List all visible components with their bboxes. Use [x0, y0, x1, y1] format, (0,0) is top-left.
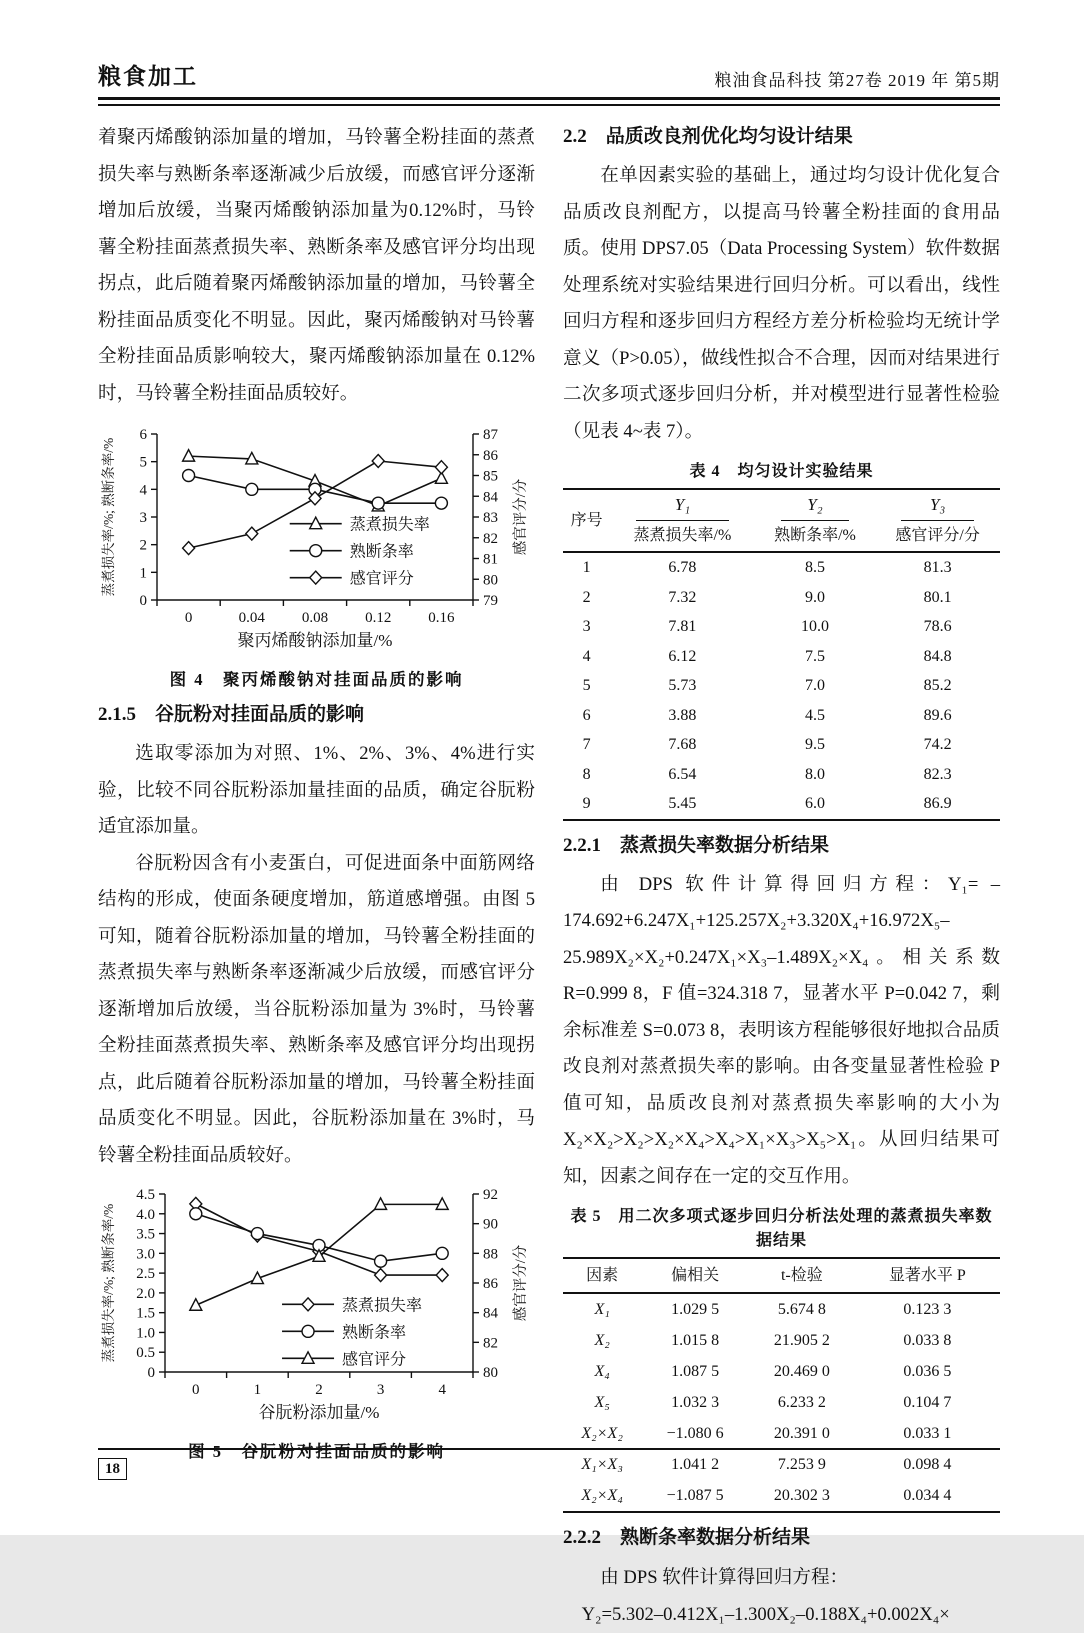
svg-text:4.0: 4.0	[135, 1206, 155, 1223]
table-cell: 0.098 4	[903, 1456, 952, 1473]
svg-text:86: 86	[482, 447, 498, 464]
table-cell: 0.033 1	[903, 1425, 952, 1442]
table-row	[563, 612, 1000, 642]
svg-text:蒸煮损失率/%; 熟断条率/%: 蒸煮损失率/%; 熟断条率/%	[100, 1203, 116, 1363]
table-cell: 4	[582, 647, 591, 665]
svg-text:80: 80	[482, 572, 498, 589]
figure-5	[98, 1184, 535, 1462]
table-cell: 6.0	[804, 795, 825, 812]
figure5-caption: 图 5 谷朊粉对挂面品质的影响	[188, 1442, 445, 1461]
table-cell: 6.78	[668, 559, 697, 576]
svg-text:80: 80	[482, 1365, 498, 1381]
two-column-body	[98, 120, 1000, 1633]
svg-text:81: 81	[482, 551, 498, 568]
table-cell: 0.104 7	[903, 1394, 952, 1411]
table-cell: X₂×X₄	[581, 1487, 623, 1504]
table4-group-header: Y₁	[610, 489, 754, 521]
section-heading-222: 2.2.2 熟断条率数据分析结果	[563, 1527, 811, 1548]
table-cell: 6	[582, 706, 591, 724]
table-row	[563, 789, 1000, 820]
table-cell: 80.1	[923, 588, 952, 606]
table-row	[563, 760, 1000, 790]
table-cell: 82.3	[923, 765, 952, 783]
svg-text:感官评分: 感官评分	[349, 570, 414, 588]
svg-text:感官评分/分: 感官评分/分	[512, 478, 529, 556]
table-cell: 9	[582, 795, 591, 812]
svg-text:1.0: 1.0	[135, 1325, 155, 1342]
table-cell: X₂×X₂	[581, 1425, 623, 1442]
table4-col0-header: 序号	[570, 511, 603, 529]
figure4-caption: 图 4 聚丙烯酸钠对挂面品质的影响	[169, 670, 464, 689]
table-cell: 0.036 5	[903, 1363, 952, 1380]
svg-text:0.5: 0.5	[135, 1345, 155, 1362]
svg-text:0.16: 0.16	[427, 610, 455, 626]
table-cell: 7.0	[804, 677, 825, 694]
table-row	[563, 1418, 1000, 1449]
svg-text:84: 84	[482, 1305, 498, 1322]
table-cell: X₁×X₃	[581, 1456, 623, 1473]
svg-text:3: 3	[376, 1382, 384, 1398]
svg-text:4: 4	[139, 482, 147, 499]
figure-4	[98, 422, 535, 690]
svg-text:86: 86	[482, 1276, 498, 1292]
table-cell: 81.3	[923, 559, 952, 576]
table-cell: 0.123 3	[903, 1301, 952, 1318]
equation-line: Y₂=5.302–0.412X₁–1.300X₂–0.188X₄+0.002X₄×	[581, 1604, 950, 1625]
table-cell: 7.253 9	[777, 1456, 826, 1473]
figure4-chart	[99, 422, 535, 664]
table4-group-header: Y₂	[755, 489, 876, 521]
table-cell: 78.6	[923, 618, 952, 635]
svg-text:感官评分: 感官评分	[341, 1351, 406, 1369]
table5-header-cell: 显著水平 P	[888, 1267, 966, 1284]
svg-text:1: 1	[253, 1382, 261, 1398]
table4-caption: 表 4 均匀设计实验结果	[689, 463, 874, 480]
table-cell: 1.032 3	[671, 1394, 720, 1411]
svg-text:蒸煮损失率/%; 熟断条率/%: 蒸煮损失率/%; 熟断条率/%	[100, 437, 116, 597]
table5-header-cell: 因素	[586, 1267, 619, 1284]
table5-caption: 表 5 用二次多项式逐步回归分析法处理的蒸煮损失率数据结果	[570, 1208, 993, 1249]
table-cell: 8.5	[804, 559, 825, 576]
svg-text:5: 5	[139, 454, 147, 471]
svg-text:82: 82	[482, 1335, 498, 1352]
svg-text:85: 85	[482, 468, 498, 485]
table-cell: 6.233 2	[777, 1394, 826, 1411]
table-cell: 7.81	[668, 618, 697, 635]
table-row	[563, 642, 1000, 672]
table-cell: 20.302 3	[773, 1487, 830, 1504]
table-row	[563, 730, 1000, 760]
table-cell: 7	[582, 736, 591, 753]
paragraph: 谷朊粉因含有小麦蛋白，可促进面条中面筋网络结构的形成，使面条硬度增加，筋道感增强。由图 5 可知，随着谷朊粉添加量的增加，马铃薯全粉挂面的蒸煮损失率与熟断条率逐渐减少后放缓，而感官评分逐渐增加后放缓，当谷朊粉添加量为 3%时，马铃薯全粉挂面蒸煮损失率、熟断条率及感官评分均出现拐点，此后随着谷朊粉添加量的增加，马铃薯全粉挂面品质变化不明显。因此，谷朊粉添加量在 3%时，马铃薯全粉挂面品质较好。	[98, 852, 535, 1166]
svg-text:3.5: 3.5	[135, 1226, 155, 1243]
table-row	[563, 552, 1000, 583]
table-cell: 84.8	[923, 647, 952, 665]
svg-text:感官评分/分: 感官评分/分	[512, 1244, 529, 1322]
table-cell: 6.12	[668, 647, 697, 665]
table-cell: 6.54	[668, 765, 697, 783]
section-banner: 粮食加工	[98, 64, 198, 89]
section-heading-221: 2.2.1 蒸煮损失率数据分析结果	[563, 834, 830, 856]
svg-text:2.0: 2.0	[135, 1285, 155, 1302]
table-cell: 20.469 0	[773, 1363, 830, 1380]
table-cell: 86.9	[923, 795, 952, 812]
table-row	[563, 1325, 1000, 1356]
table-cell: 1.041 2	[671, 1456, 720, 1473]
svg-text:4.5: 4.5	[135, 1187, 155, 1203]
svg-text:2: 2	[139, 537, 147, 554]
table-cell: 1.029 5	[671, 1301, 720, 1318]
table-cell: 74.2	[923, 736, 952, 753]
section-heading-215: 2.1.5 谷朊粉对挂面品质的影响	[98, 704, 365, 725]
paragraph: 由 DPS 软件计算得回归方程：Y₁= –174.692+6.247X₁+125.257X₂+3.320X₄+16.972X₅–25.989X₂×X₂+0.247X₁×X₃–1.489X₂×X₄。相关系数 R=0.999 8，F 值=324.318 7，显著水平 P=0.042 7，剩余标准差 S=0.073 8，表明该方程能够很好地拟合品质改良剂对蒸煮损失率的影响。由各变量显著性检验 P 值可知，品质改良剂对蒸煮损失率影响的大小为 X₂×X₂>X₂>X₂×X₄>X₄>X₁×X₃>X₅>X₁。从回归结果可知，因素之间存在一定的交互作用。	[563, 873, 1000, 1187]
svg-text:2.5: 2.5	[135, 1266, 155, 1283]
table-cell: 7.5	[804, 647, 825, 665]
svg-text:3: 3	[139, 510, 147, 526]
paragraph: 选取零添加为对照、1%、2%、3%、4%进行实验，比较不同谷朊粉添加量挂面的品质，确定谷朊粉适宜添加量。	[98, 743, 535, 837]
svg-text:0.12: 0.12	[364, 610, 391, 626]
page-number: 18	[98, 1458, 127, 1480]
svg-text:82: 82	[482, 530, 498, 547]
left-column	[98, 120, 535, 1633]
table-cell: 5	[582, 677, 591, 694]
table-cell: 4.5	[804, 706, 825, 724]
table-cell: −1.080 6	[666, 1425, 724, 1442]
svg-text:90: 90	[482, 1216, 498, 1233]
table-cell: 1	[582, 559, 591, 576]
table5-header-cell: 偏相关	[671, 1267, 720, 1284]
svg-text:92: 92	[482, 1187, 498, 1203]
table-cell: X₄	[594, 1363, 610, 1380]
footer-rule	[98, 1448, 1000, 1450]
table5-header	[563, 1258, 1000, 1293]
table-cell: 8	[582, 765, 591, 783]
svg-text:4: 4	[437, 1382, 446, 1398]
svg-text:87: 87	[482, 427, 498, 443]
table4-sub-header: 感官评分/分	[895, 527, 980, 544]
table-cell: 9.5	[804, 736, 825, 753]
table-cell: 2	[582, 588, 591, 606]
svg-text:1.5: 1.5	[135, 1305, 155, 1322]
svg-text:聚丙烯酸钠添加量/%: 聚丙烯酸钠添加量/%	[237, 631, 392, 650]
svg-text:0: 0	[147, 1365, 155, 1381]
table4-body	[563, 552, 1000, 820]
page-header	[98, 58, 1000, 91]
table-cell: 89.6	[923, 706, 952, 724]
table4-sub-header: 熟断条率/%	[774, 527, 856, 544]
table-cell: 10.0	[800, 618, 829, 635]
table-cell: X₂	[594, 1332, 610, 1349]
table-row	[563, 1387, 1000, 1418]
table-cell: 3.88	[668, 706, 697, 724]
svg-text:84: 84	[482, 489, 498, 506]
svg-text:0: 0	[184, 610, 192, 626]
table4-group-header: Y₃	[875, 489, 1000, 521]
section-heading-22: 2.2 品质改良剂优化均匀设计结果	[563, 126, 853, 147]
paragraph: 由 DPS 软件计算得回归方程：	[600, 1567, 849, 1588]
table4-header	[563, 489, 1000, 552]
table-cell: 0.033 8	[903, 1332, 952, 1349]
table-cell: 7.32	[668, 588, 697, 606]
svg-text:蒸煮损失率: 蒸煮损失率	[341, 1297, 422, 1315]
table-row	[563, 1293, 1000, 1325]
table-uniform-design-results	[563, 488, 1000, 821]
table-cell: 21.905 2	[773, 1332, 830, 1349]
table-cell: 1.015 8	[671, 1332, 720, 1349]
svg-text:熟断条率: 熟断条率	[341, 1324, 406, 1342]
table-cell: X₁	[594, 1301, 610, 1318]
table-cell: 0.034 4	[903, 1487, 952, 1504]
table-cell: 5.73	[668, 677, 697, 694]
svg-text:6: 6	[139, 427, 147, 443]
table-cell: 5.45	[668, 795, 697, 812]
table-cell: 3	[582, 618, 591, 635]
table5-header-cell: t-检验	[780, 1267, 823, 1284]
svg-text:0.08: 0.08	[301, 610, 328, 626]
journal-issue-info: 粮油食品科技 第27卷 2019 年 第5期	[714, 71, 1000, 90]
paragraph: 着聚丙烯酸钠添加量的增加，马铃薯全粉挂面的蒸煮损失率与熟断条率逐渐减少后放缓，而感官评分逐渐增加后放缓，当聚丙烯酸钠添加量为0.12%时，马铃薯全粉挂面蒸煮损失率、熟断条率及感官评分均出现拐点，此后随着聚丙烯酸钠添加量的增加，马铃薯全粉挂面品质变化不明显。因此，聚丙烯酸钠对马铃薯全粉挂面品质影响较大，聚丙烯酸钠添加量在 0.12%时，马铃薯全粉挂面品质较好。	[98, 127, 535, 404]
svg-text:蒸煮损失率: 蒸煮损失率	[349, 516, 430, 534]
svg-text:3.0: 3.0	[135, 1246, 155, 1263]
table-row	[563, 1480, 1000, 1512]
table-row	[563, 583, 1000, 613]
table-cell: −1.087 5	[666, 1487, 724, 1504]
svg-text:83: 83	[482, 510, 498, 526]
paragraph: 在单因素实验的基础上，通过均匀设计优化复合品质改良剂配方，以提高马铃薯全粉挂面的食用品质。使用 DPS7.05（Data Processing System）软件数据处理系统对实验结果进行回归分析。可以看出，线性回归方程和逐步回归方程经方差分析检验均无统计学意义（P>0.05），做线性拟合不合理，因而对结果进行二次多项式逐步回归分析，并对模型进行显著性检验（见表 4~表 7）。	[563, 165, 1000, 442]
table-row	[563, 1449, 1000, 1480]
table-cell: 9.0	[804, 588, 825, 606]
svg-text:88: 88	[482, 1246, 498, 1263]
svg-text:0: 0	[191, 1382, 200, 1398]
right-column	[563, 120, 1000, 1633]
table-cell: 85.2	[923, 677, 952, 694]
table-row	[563, 671, 1000, 701]
header-rule	[98, 97, 1000, 106]
table-cell: 1.087 5	[671, 1363, 720, 1380]
svg-text:0.04: 0.04	[238, 610, 265, 626]
svg-text:79: 79	[482, 593, 498, 609]
table-regression-results	[563, 1257, 1000, 1513]
svg-text:熟断条率: 熟断条率	[349, 543, 414, 561]
table-cell: 8.0	[804, 765, 825, 783]
table-cell: 7.68	[668, 736, 697, 753]
table-row	[563, 1356, 1000, 1387]
svg-text:谷朊粉添加量/%: 谷朊粉添加量/%	[258, 1403, 379, 1422]
svg-text:0: 0	[139, 593, 147, 609]
svg-text:2: 2	[314, 1382, 323, 1398]
table-cell: 5.674 8	[777, 1301, 826, 1318]
table5-body	[563, 1293, 1000, 1512]
table-cell: 20.391 0	[773, 1425, 830, 1442]
svg-text:1: 1	[139, 565, 147, 582]
table4-sub-header: 蒸煮损失率/%	[633, 527, 732, 544]
table-row	[563, 701, 1000, 731]
table-cell: X₅	[594, 1394, 610, 1411]
figure5-chart	[99, 1184, 535, 1436]
